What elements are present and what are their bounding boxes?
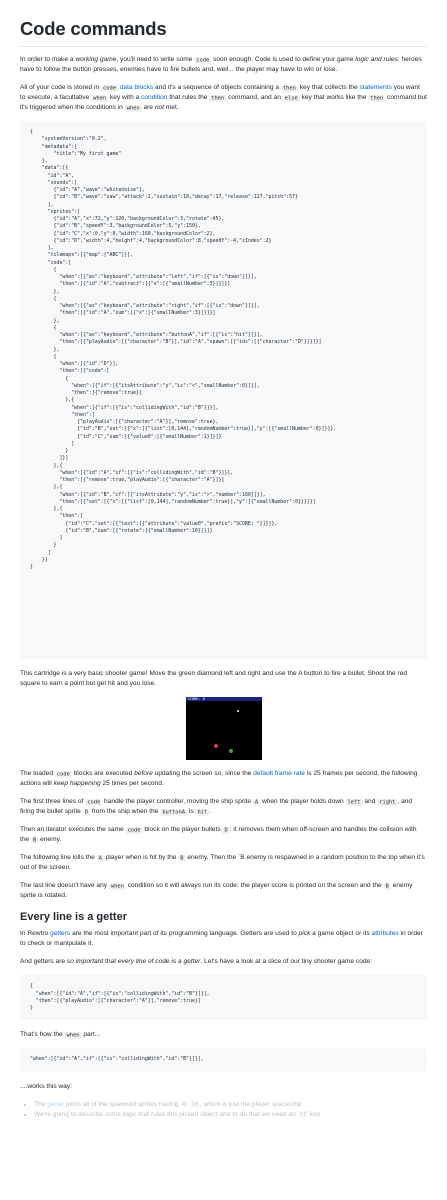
text: The following line kills the [20,854,97,862]
inline-code: right [379,799,396,806]
text: . Let's have a look at a slice of our tiny shooter game code: [200,958,373,966]
text: All of your code is stored in [20,84,101,92]
text: player when is hit by the [103,854,179,862]
statements-link[interactable]: statements [359,84,392,92]
inline-code: code [87,799,101,806]
text: are the most important part of its programming language. Getters are used to [70,930,299,938]
attributes-link[interactable]: attributes [371,930,399,938]
text: Then an iterator executes the same [20,826,126,834]
text: a game object or its [310,930,372,938]
cartridge-paragraph: This cartridge is a very basic shooter game! Move the green diamond left and right and use the A button to fire a bullet. Shoot the red square to earn a point but get hit and you lose. [20,670,408,688]
when-part-paragraph [20,1030,427,1040]
iterator-paragraph [20,825,427,845]
inline-code: when [66,1032,80,1039]
text: We're going to describe some logic that rules this picked object and to do that we need an [34,1110,298,1118]
explanation-list [20,1100,427,1120]
enemy-sprite [214,744,218,748]
text: block on the player bullets [142,826,223,834]
inline-code: A [98,855,102,862]
loaded-paragraph [20,769,427,789]
emphasis: before [134,770,153,778]
inline-code: else [284,95,298,102]
getter-link[interactable]: getter [47,1100,65,1108]
inline-code: A [182,1101,186,1108]
text: command, and an [226,94,283,102]
text: enemy. [38,836,62,844]
text: In Rewtro [20,930,51,938]
inline-code: when [126,105,140,112]
text: in order to check or manipulate it. [20,930,423,948]
inline-code: if [299,1111,307,1118]
bullet-sprite [237,710,239,712]
page-title: Code commands [20,18,427,47]
inline-code: B [33,837,37,844]
important-paragraph [20,957,427,967]
text: : it removes them when off-screen and handles the collision with the [20,826,417,844]
inline-code: code [127,827,141,834]
inline-code: buttonA [162,809,186,816]
text: and it's a sequence of objects containing a [153,84,281,92]
condition-link[interactable]: condition [141,94,168,102]
text: That's how the [20,1031,65,1039]
text: soon enough. Code is used to define your game [211,56,356,63]
inline-code: hit [197,809,208,816]
inline-code: code [56,771,70,778]
text: from the ship when the [89,808,161,816]
text: key that works like the [299,94,369,102]
inline-code: when [93,95,107,102]
text: The last line doesn't have any [20,882,109,890]
getters-link[interactable]: getters [50,930,71,938]
game-code-block: { "systemVersion":"0.2", "metadata":{ "title":"My first game" }, "data":[{ "id":"A", "sounds":[ {"id":"A","wave":"whitenoise"}, {"id":"B","wave":"saw","attack":2,"sustain":10,"decay":17,"release":127,"pitch":57} ], "sprites":[ {"id":"A","x":72,"y":120,"backgroundColor":3,"rotate":45}, {"id":"B","speedY":3,"backgroundColor":5,"y":150}, {"id":"C","x":0,"y":0,"width":160,"backgroundColor":2}, {"id":"D","width":4,"height":4,"backgroundColor":8,"speedY":-4,"zIndex":2} ], "tilemaps":[{"map":["ABC"]}], "code":[ { "when":[{"as":"keyboard","attribute":"left","if":[{"is":"down"}]}], "then":[{"id":"A","subtract":[{"x":[{"smallNumber":3}]}]}] }, { "when":[{"as":"keyboard","attribute":"right","if":[{"is":"down"}]}], "then":[{"id":"A","sum":[{"x":[{"smallNumber":3}]}]}] }, { "when":[{"as":"keyboard","attribute":"buttonA","if":[{"is":"hit"}]}], "then":[{"playAudio":[{"character":"B"}],"id":"A","spawn":[{"ids":[{"character":"D"}]}]}] }, { "when":[{"id":"D"}], "then":[{"code":[ { "when":[{"if":[{"itsAttribute":"y","is":"<","smallNumber":0}]}], "then":[{"remove":true}] },{ "when":[{"if":[{"is":"collidingWith","id":"B"}]}], "then":[ {"playAudio":[{"character":"A"}],"remove":true}, {"id":"B","set":[{"x":[{"list":[0,144],"randomNumber":true}],"y":[{"smallNumber":0}]}]}, {"id":"C","sum":[{"value0":[{"smallNumber":1}]}]} ] } ]}] },{ "when":[{"id":"A","if":[{"is":"collidingWith","id":"B"}]}], "then":[{"remove":true,"playAudio":[{"character":"A"}]}] },{ "when":[{"id":"B","if":[{"itsAttribute":"y","is":">","number":160}]}], "then":[{"set":[{"x":[{"list":[0,144],"randomNumber":true}],"y":[{"smallNumber":0}]}]}] },{ "then":[ {"id":"C","set":[{"text":[{"attribute":"value0","prefix":"SCORE: "}]}]}, {"id":"B","sum":[{"rotate":[{"smallNumber":10}]}]} ] } ] }] } [20,121,427,659]
text: 25 times per second. [100,780,164,788]
list-item [34,1100,427,1110]
text: you want to execute, a facultative [20,84,420,102]
text: In order to make a [20,56,76,63]
text: . [209,808,212,816]
text: that [103,958,118,966]
first-three-paragraph [20,797,427,817]
text: run its code: the player score is printed on the screen and the [201,882,384,890]
text: are [141,104,155,112]
getters-paragraph [20,929,427,949]
storage-paragraph [20,83,427,113]
inline-code: code [103,85,116,92]
inline-code: left [347,799,361,806]
text: updating the screen so, since the [152,770,254,778]
text: condition so it will [125,882,181,890]
text: when the player holds down [260,798,346,806]
inline-code: code [196,57,210,63]
text: blocks are executed [71,770,135,778]
text: is 25 frames per second, the following actions will [20,770,418,788]
text: that rules the [167,94,210,102]
score-text: SCORE: 0 [187,697,205,702]
text: enemy. Then the `B enemy is respawned in a random position to the top when it's out of the screen. [20,854,425,872]
inline-code: B [385,883,389,890]
emphasis: every line of code is a getter [117,958,201,966]
emphasis: pick [298,930,311,938]
code-slice-block: { "when":[{"id":"A","if":[{"is":"collidingWith","id":"B"}]}], "then":[{"playAudio":[{"character":"A"}],"remove":true}] } [20,975,427,1020]
emphasis: not [154,104,164,112]
text: picks all of the spawned sprites having [64,1100,181,1108]
text: , you'll need to write some [116,56,195,63]
kills-paragraph [20,853,427,873]
text: And getters are [20,958,67,966]
text: , and firing the bullet sprite [20,798,413,816]
works-paragraph: ....works this way: [20,1082,73,1090]
list-item [34,1110,427,1120]
text: key [308,1110,321,1118]
emphasis: working game [75,56,117,63]
inline-code: when [110,883,124,890]
ship-sprite [229,749,233,753]
intro-paragraph [20,55,427,75]
inline-code: then [211,95,225,102]
inline-code: then [370,95,384,102]
text: and [362,798,378,806]
text: key that collects the [297,84,360,92]
data-blocks-link[interactable]: data blocks [119,84,154,92]
text: The loaded [20,770,55,778]
inline-code: A [254,799,259,806]
emphasis: logic and rules [355,56,398,63]
text: part... [81,1031,101,1039]
inline-code: then [282,85,296,92]
emphasis: so important [66,958,104,966]
frame-rate-link[interactable]: default frame rate [253,770,305,778]
text: The [34,1100,48,1108]
text: key with a [108,94,142,102]
text: The first three lines of [20,798,86,806]
inline-code: B [180,855,184,862]
game-preview-canvas [186,697,262,760]
inline-code: D [224,827,228,834]
emphasis: always [180,882,201,890]
text: enemy sprite is rotated. [20,882,413,900]
emphasis: keep happening [53,780,101,788]
text: met. [163,104,179,112]
text: is [187,808,196,816]
getter-heading: Every line is a getter [20,911,127,924]
last-line-paragraph [20,881,427,901]
inline-code: id [191,1101,198,1108]
text: handle the player controller, moving the ship sprite [102,798,253,806]
text: , which is just the player spaceship [199,1100,302,1108]
text: : heroes have to follow the button presses, enemies have to fire bullets and, well... the player may have to win or lose. [20,56,422,74]
code-when-block: "when":[{"id":"A","if":[{"is":"collidingWith","id":"B"}]}], [20,1048,427,1071]
text: command but it's triggered when the conditions in [20,94,427,112]
inline-code: D [84,809,88,816]
